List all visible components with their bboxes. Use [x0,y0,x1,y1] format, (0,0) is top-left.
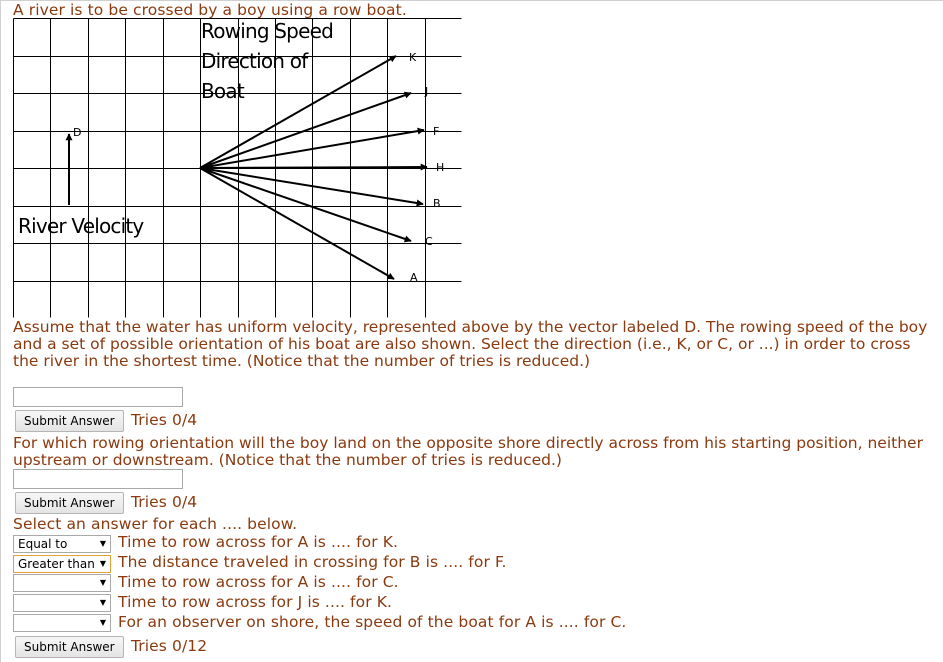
comparison-select-2-value: Greater than [18,557,95,571]
vector-b-label: B [433,197,441,210]
question-2-answer-input[interactable] [13,469,183,489]
intro-text: A river is to be crossed by a boy using a row boat. [13,1,407,19]
comparison-statement-5: For an observer on shore, the speed of the boat for A is .... for C. [118,613,627,631]
vector-d-label: D [73,126,82,139]
question-1-tries: Tries 0/4 [131,411,198,429]
boat-label: Boat [201,79,244,103]
vector-a-label: A [410,271,418,284]
direction-of-label: Direction of [201,49,308,73]
vector-diagram [13,18,462,318]
chevron-down-icon: ▼ [99,578,106,587]
comparison-select-4[interactable] [13,594,111,612]
question-3-submit-button[interactable]: Submit Answer [15,636,124,658]
comparison-select-3[interactable] [13,574,111,592]
vector-j-arrow [200,93,411,168]
comparison-select-1-value: Equal to [18,537,68,551]
comparison-statement-4: Time to row across for J is .... for K. [118,593,392,611]
comparison-select-1[interactable] [13,535,111,553]
chevron-down-icon: ▼ [99,598,106,607]
vector-diagram-svg [13,18,462,318]
question-3-tries: Tries 0/12 [131,637,208,655]
comparison-statement-2: The distance traveled in crossing for B is .... for F. [118,553,507,571]
question-2-tries: Tries 0/4 [131,493,198,511]
chevron-down-icon: ▼ [99,559,106,568]
vector-j-label: J [425,85,429,98]
vector-f-label: F [433,125,440,138]
vector-c-arrow [200,168,411,241]
vector-c-label: C [425,235,433,248]
chevron-down-icon: ▼ [99,539,106,548]
question-1-answer-input[interactable] [13,387,183,407]
question-1-text: Assume that the water has uniform velocity, represented above by the vector labeled D. The rowing speed of the boy and a set of possible orientation of his boat are also shown. Select the direction (i.e., K, or C, or ...) in order to cross the river in the shortest time. (Notice that the number of tries is reduced.) [13,318,928,370]
vector-h-arrow [200,167,427,168]
comparison-statement-1: Time to row across for A is .... for K. [118,533,399,551]
question-1-submit-button[interactable]: Submit Answer [15,410,124,432]
page-left-border [0,0,1,662]
question-3-prompt: Select an answer for each .... below. [13,515,298,533]
river-velocity-label: River Velocity [18,214,144,238]
question-2-submit-button[interactable]: Submit Answer [15,492,124,514]
question-2-text: For which rowing orientation will the boy land on the opposite shore directly across from his starting position, neither upstream or downstream. (Notice that the number of tries is reduced.) [13,434,923,469]
comparison-select-2[interactable] [13,555,111,573]
comparison-select-5[interactable] [13,614,111,632]
chevron-down-icon: ▼ [99,618,106,627]
vector-k-label: K [409,51,417,64]
comparison-statement-3: Time to row across for A is .... for C. [118,573,399,591]
vector-h-label: H [436,161,445,174]
rowing-speed-label: Rowing Speed [201,19,333,43]
